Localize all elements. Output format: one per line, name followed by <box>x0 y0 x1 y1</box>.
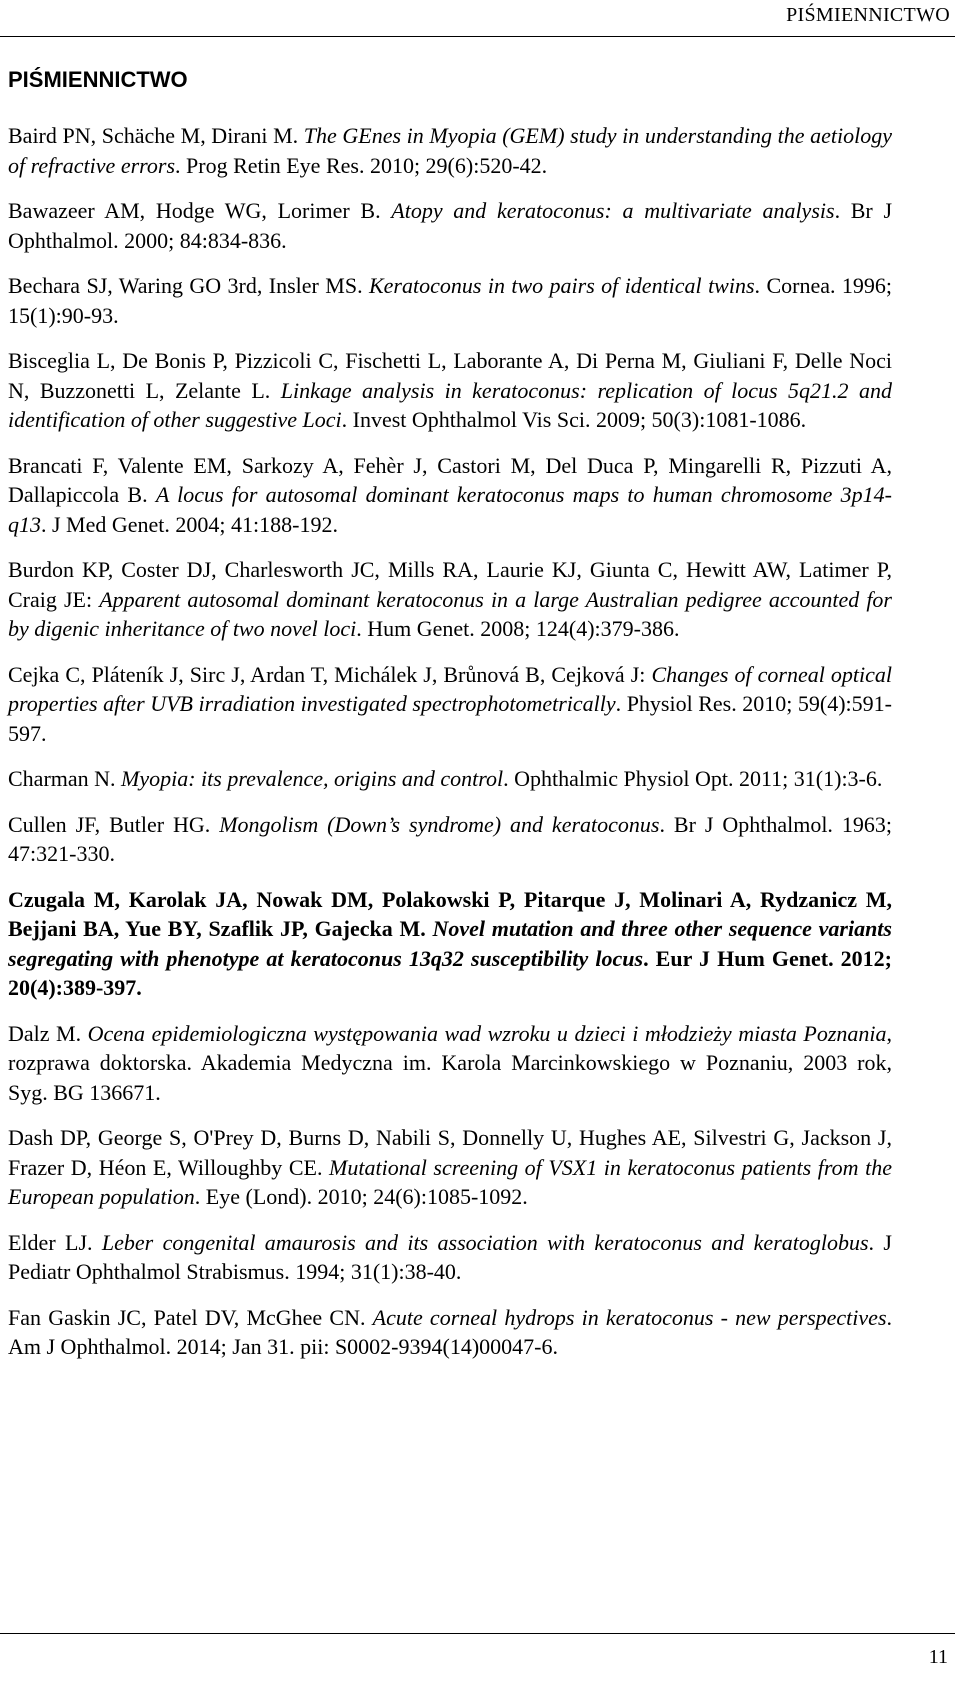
reference-authors: Dash DP, George S, O'Prey D, Burns D, Nabili S, Donnelly U, Hughes AE, Silvestri G, Jackson J, Frazer D, Héon E, Willoughby CE. <box>8 1125 892 1180</box>
reference-source: . Cornea. 1996; 15(1):90-93. <box>8 273 892 328</box>
reference-item <box>8 1123 892 1212</box>
reference-title: Novel mutation and three other sequence variants segregating with phenotype at keratoconus 13q32 susceptibility locus <box>8 916 892 971</box>
reference-item <box>8 555 892 644</box>
reference-authors: Burdon KP, Coster DJ, Charlesworth JC, Mills RA, Laurie KJ, Giunta C, Hewitt AW, Latimer P, Craig JE: <box>8 557 892 612</box>
reference-title: Myopia: its prevalence, origins and control <box>121 766 504 791</box>
reference-item <box>8 764 892 794</box>
reference-title: Changes of corneal optical properties after UVB irradiation investigated spectrophotometrically <box>8 661 892 716</box>
reference-authors: Fan Gaskin JC, Patel DV, McGhee CN. <box>8 1304 373 1330</box>
reference-item <box>8 121 892 180</box>
reference-title: Atopy and keratoconus: a multivariate analysis <box>391 198 835 223</box>
reference-authors: Baird PN, Schäche M, Dirani M. <box>8 123 304 148</box>
reference-item <box>8 451 892 540</box>
reference-item <box>8 810 892 869</box>
reference-title: Mongolism (Down’s syndrome) and keratoconus <box>219 811 660 837</box>
reference-source: . Hum Genet. 2008; 124(4):379-386. <box>356 616 680 641</box>
reference-title: Leber congenital amaurosis and its association with keratoconus and keratoglobus <box>101 1229 869 1255</box>
reference-list <box>8 121 892 1378</box>
footer-rule <box>0 1633 955 1634</box>
reference-item <box>8 271 892 330</box>
reference-source: . Eye (Lond). 2010; 24(6):1085-1092. <box>194 1184 528 1209</box>
reference-authors: Brancati F, Valente EM, Sarkozy A, Fehèr J, Castori M, Del Duca P, Mingarelli R, Pizzuti A, Dallapiccola B. <box>8 452 892 507</box>
reference-source: . Prog Retin Eye Res. 2010; 29(6):520-42. <box>175 152 548 178</box>
reference-title: Keratoconus in two pairs of identical twins <box>368 273 755 298</box>
reference-title: Apparent autosomal dominant keratoconus in a large Australian pedigree accounted for by digenic inheritance of two novel loci <box>8 586 892 641</box>
reference-item-bold <box>8 885 892 1003</box>
reference-source: . Physiol Res. 2010; 59(4):591-597. <box>8 691 892 746</box>
page-number: 11 <box>928 1646 948 1668</box>
reference-authors: Bisceglia L, De Bonis P, Pizzicoli C, Fischetti L, Laborante A, Di Perna M, Giuliani F, Delle Noci N, Buzzonetti L, Zelante L. <box>8 348 892 403</box>
reference-title: Linkage analysis in keratoconus: replication of locus 5q21.2 and identification of other suggestive Loci <box>8 377 892 432</box>
reference-title: A locus for autosomal dominant keratoconus maps to human chromosome 3p14-q13 <box>8 482 892 537</box>
reference-item <box>8 1019 892 1108</box>
reference-source: . J Med Genet. 2004; 41:188-192. <box>41 511 338 537</box>
reference-item <box>8 346 892 435</box>
reference-title: The GEnes in Myopia (GEM) study in understanding the aetiology of refractive errors <box>8 123 892 178</box>
reference-source: . Br J Ophthalmol. 1963; 47:321-330. <box>8 811 892 866</box>
reference-authors: Bechara SJ, Waring GO 3rd, Insler MS. <box>8 273 369 298</box>
reference-authors: Charman N. <box>8 766 122 791</box>
reference-item <box>8 1303 892 1362</box>
reference-title: Acute corneal hydrops in keratoconus - new perspectives <box>372 1304 887 1330</box>
reference-title: Mutational screening of VSX1 in keratoconus patients from the European population <box>8 1154 892 1209</box>
reference-source: . J Pediatr Ophthalmol Strabismus. 1994; 31(1):38-40. <box>8 1229 892 1284</box>
reference-item <box>8 196 892 255</box>
reference-item <box>8 1228 892 1287</box>
reference-authors: Bawazeer AM, Hodge WG, Lorimer B. <box>8 198 392 223</box>
running-header: PIŚMIENNICTWO <box>786 4 950 26</box>
reference-source: . Br J Ophthalmol. 2000; 84:834-836. <box>8 198 893 253</box>
reference-title: Ocena epidemiologiczna występowania wad wzroku u dzieci i młodzieży miasta Poznania <box>87 1020 887 1046</box>
reference-source: . Ophthalmic Physiol Opt. 2011; 31(1):3-6. <box>503 766 883 791</box>
reference-source: . Eur J Hum Genet. 2012; 20(4):389-397. <box>8 945 892 1000</box>
reference-authors: Dalz M. <box>8 1020 88 1046</box>
reference-item <box>8 660 892 749</box>
reference-authors: Czugala M, Karolak JA, Nowak DM, Polakowski P, Pitarque J, Molinari A, Rydzanicz M, Bejjani BA, Yue BY, Szaflik JP, Gajecka M. <box>8 886 892 941</box>
section-title: PIŚMIENNICTWO <box>8 67 188 92</box>
reference-source: . Invest Ophthalmol Vis Sci. 2009; 50(3):1081-1086. <box>341 407 807 432</box>
reference-authors: Elder LJ. <box>8 1229 102 1255</box>
reference-authors: Cullen JF, Butler HG. <box>8 811 220 837</box>
reference-source: . Am J Ophthalmol. 2014; Jan 31. pii: S0002-9394(14)00047-6. <box>8 1304 893 1359</box>
header-rule <box>0 36 955 37</box>
reference-source: , rozprawa doktorska. Akademia Medyczna im. Karola Marcinkowskiego w Poznaniu, 2003 rok, Syg. BG 136671. <box>8 1020 893 1105</box>
reference-authors: Cejka C, Pláteník J, Sirc J, Ardan T, Michálek J, Brůnová B, Cejková J: <box>8 661 652 687</box>
